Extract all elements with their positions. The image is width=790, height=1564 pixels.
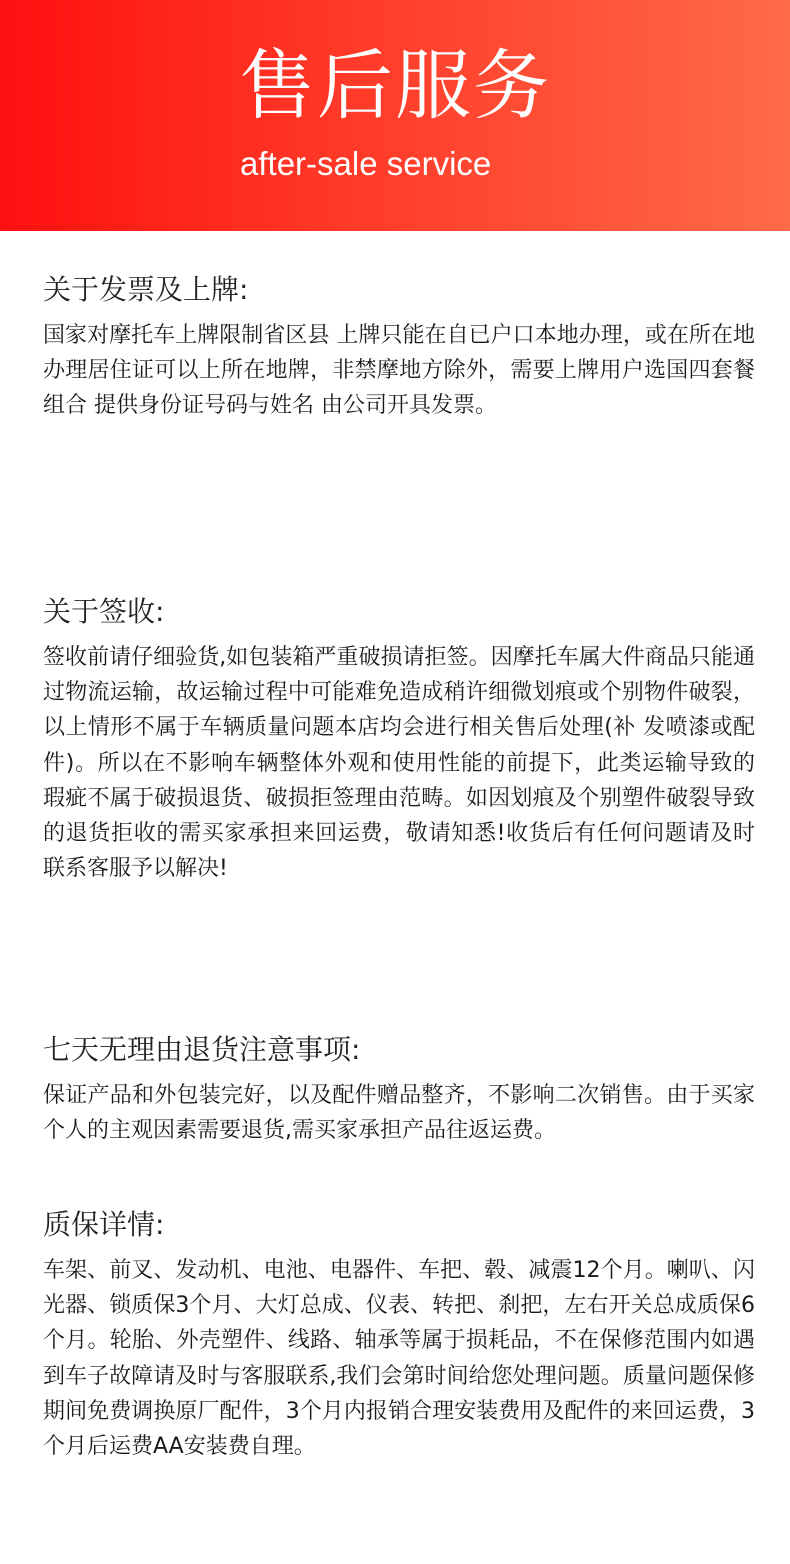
section-warranty [43,1205,755,1464]
section-body: 国家对摩托车上牌限制省区县 上牌只能在自已户口本地办理，或在所在地办理居住证可以上所在地牌，非禁摩地方除外，需要上牌用户选国四套餐组合 提供身份证号码与姓名 由公司开具发票。 [43,323,755,419]
section-title: 质保详情: [43,1208,165,1241]
section-title: 关于发票及上牌: [43,273,249,306]
section-body: 保证产品和外包装完好，以及配件赠品整齐，不影响二次销售。由于买家个人的主观因素需要退货,需买家承担产品往返运费。 [43,1083,755,1144]
section-body: 车架、前叉、发动机、电池、电器件、车把、毂、减震12个月。喇叭、闪光器、锁质保3个月、大灯总成、仪表、转把、刹把，左右开关总成质保6个月。轮胎、外壳塑件、线路、轴承等属于损耗品，不在保修范围内如遇到车子故障请及时与客服联系,我们会第时间给您处理问题。质量问题保修期间免费调换原厂配件，3个月内报销合理安装费用及配件的来回运费，3个月后运费AA安装费自理。 [43,1258,755,1460]
section-title: 七天无理由退货注意事项: [43,1033,361,1066]
section-body: 签收前请仔细验货,如包装箱严重破损请拒签。因摩托车属大件商品只能通过物流运输，故运输过程中可能难免造成稍许细微划痕或个别物件破裂，以上情形不属于车辆质量问题本店均会进行相关售后处理(补 发喷漆或配件)。所以在不影响车辆整体外观和使用性能的前提下，此类运输导致的瑕疵不属于破损退货、破损拒签理由范畴。如因划痕及个别塑件破裂导致的退货拒收的需买家承担来回运费，敬请知悉!收货后有任何问题请及时联系客服予以解决! [43,645,755,882]
section-title: 关于签收: [43,595,165,628]
section-signing [43,592,755,886]
header-banner [0,0,790,231]
section-invoice-registration [43,270,755,424]
section-seven-day-return [43,1030,755,1148]
page-subtitle: after-sale service [240,145,492,182]
page-title: 售后服务 [239,41,551,130]
